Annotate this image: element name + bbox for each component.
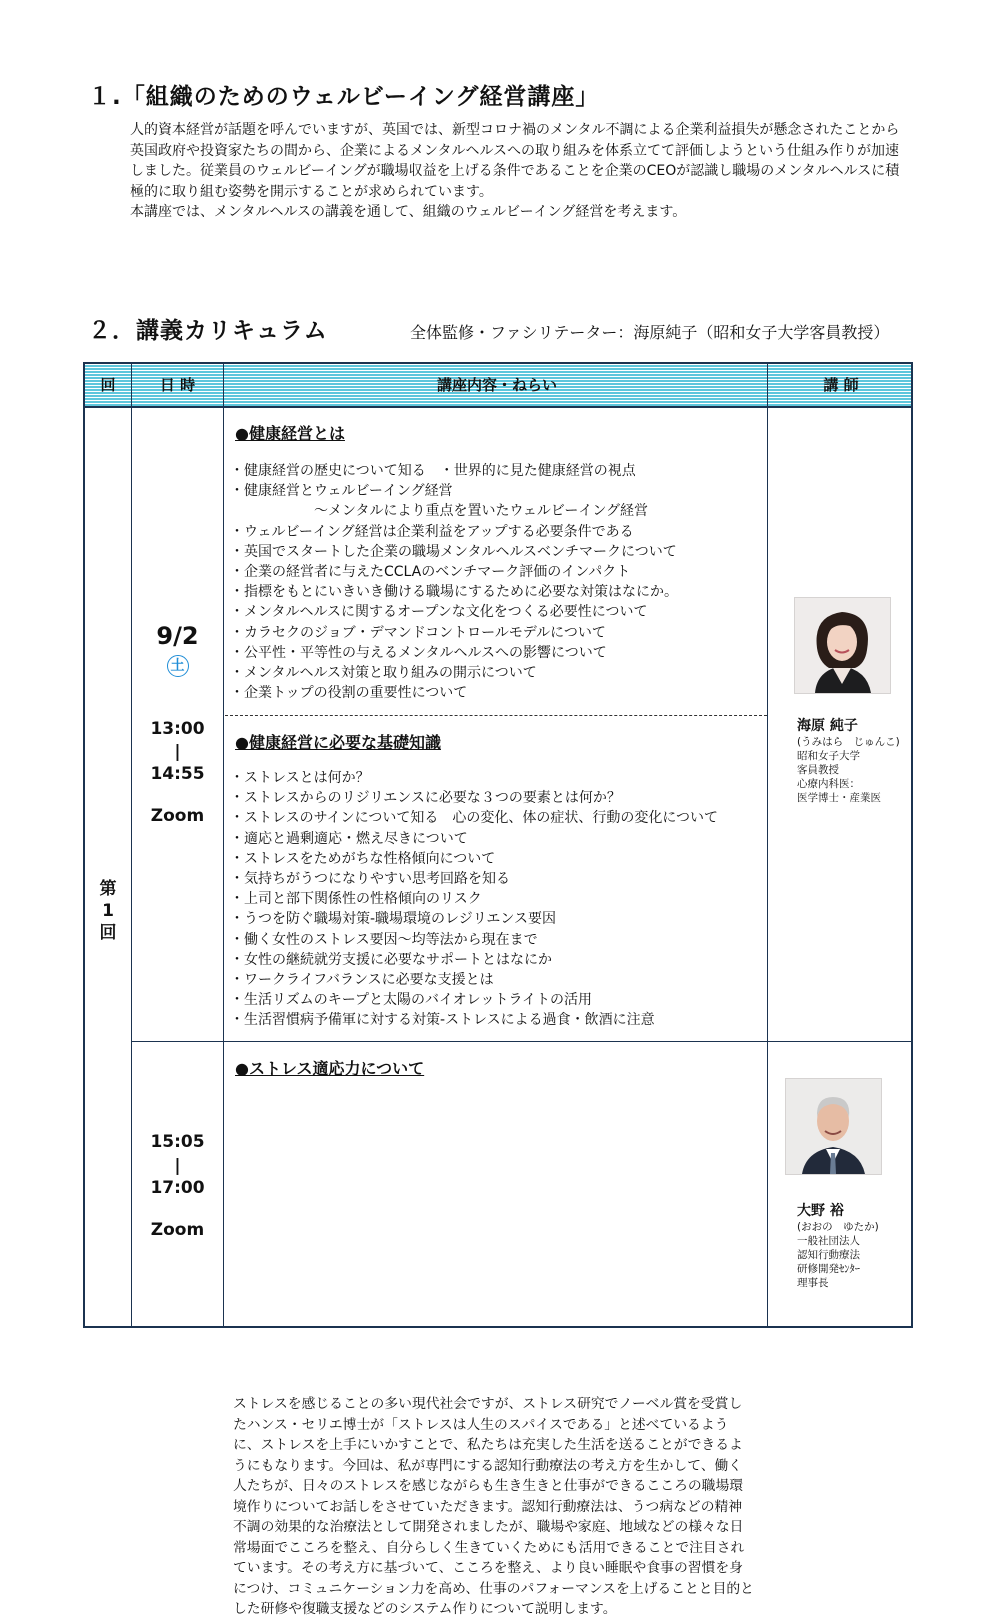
block2-title: ●健康経営に必要な基礎知識 bbox=[235, 733, 441, 752]
header-date: 日 時 bbox=[159, 376, 196, 394]
supervisor-credit: 全体監修・ファシリテーター：海原純子（昭和女子大学客員教授） bbox=[410, 323, 890, 342]
header-lecturer: 講 師 bbox=[823, 376, 859, 394]
time2-start: 15:05 bbox=[150, 1132, 205, 1152]
time1-end: 14:55 bbox=[150, 764, 205, 784]
lecturer2-name: 大野 裕 bbox=[797, 1203, 844, 1219]
list-item: ・生活習慣病予備軍に対する対策-ストレスによる過食・飲酒に注意 bbox=[230, 1012, 655, 1029]
table-header bbox=[85, 364, 911, 408]
lecturer1-info bbox=[771, 717, 911, 805]
portrait-icon bbox=[795, 598, 890, 693]
list-item: ・働く女性のストレス要因～均等法から現在まで bbox=[230, 931, 538, 948]
block1-title: ●健康経営とは bbox=[235, 424, 345, 443]
header-kai: 回 bbox=[100, 376, 116, 394]
time2-separator: | bbox=[174, 1156, 181, 1176]
intro-paragraph-2: 本講座では、メンタルヘルスの講義を通して、組織のウェルビーイング経営を考えます。 bbox=[130, 204, 687, 220]
column-divider bbox=[223, 364, 224, 1326]
day-of-week: 土 bbox=[132, 654, 223, 677]
lecturer1-name: 海原 純子 bbox=[797, 718, 858, 734]
dashed-divider bbox=[225, 715, 767, 716]
list-item: ・企業トップの役割の重要性について bbox=[230, 685, 468, 702]
lecturer1-photo bbox=[794, 597, 891, 694]
column-divider bbox=[767, 364, 768, 1326]
list-item: ・ウェルビーイング経営は企業利益をアップする必要条件である bbox=[230, 523, 634, 540]
section2-title: ２．講義カリキュラム bbox=[88, 318, 328, 344]
time1-mode: Zoom bbox=[150, 806, 205, 826]
portrait-icon bbox=[786, 1079, 881, 1174]
lecturer2-photo bbox=[785, 1078, 882, 1175]
session-number-label: 第 1 回 bbox=[99, 879, 117, 943]
section1-title: １.「組織のためのウェルビーイング経営講座」 bbox=[88, 84, 600, 110]
block3-text: ストレスを感じることの多い現代社会ですが、ストレス研究でノーベル賞を受賞したハンス・セリエ博士が「ストレスは人生のスパイスである」と述べているように、ストレスを上手にいかすことで、私たちは充実した生活を送ることができるようにもなります。今回は、私が専門にする認知行動療法の考え方を生かして、働く人たちが、日々のストレスを感じながらも生き生きと仕事ができるこころの職場環境作りについてお話しをさせていただきます。認知行動療法は、うつ病などの精神不調の効果的な治療法として開発されましたが、職場や家庭、地域などの様々な日常場面でこころを整え、自分らしく生きていくためにも活用できることで注目されています。その考え方に基づいて、こころを整え、より良い睡眠や食事の習慣を身につけ、コミュニケーション力を高め、仕事のパフォーマンスを上げることと目的とした研修や復職支援などのシステム作りについて説明します。 bbox=[233, 1396, 754, 1617]
list-item: ・ワークライフバランスに必要な支援とは bbox=[230, 972, 494, 989]
list-item: ・気持ちがうつになりやすい思考回路を知る bbox=[230, 871, 510, 888]
list-item: ・英国でスタートした企業の職場メンタルヘルスベンチマークについて bbox=[230, 543, 677, 560]
curriculum-table bbox=[83, 362, 913, 1617]
list-item: ・生活リズムのキープと太陽のバイオレットライトの活用 bbox=[230, 992, 593, 1009]
time2-mode: Zoom bbox=[150, 1220, 205, 1240]
session-date: 9/2 bbox=[156, 622, 199, 650]
list-item: ・企業の経営者に与えたCCLAのベンチマーク評価のインパクト bbox=[230, 564, 631, 581]
list-item: ・ストレスをためがちな性格傾向について bbox=[230, 850, 496, 867]
time2-end: 17:00 bbox=[150, 1178, 205, 1198]
lecturer2-details: (おおの ゆたか) 一般社団法人 認知行動療法 研修開発ｾﾝﾀｰ 理事長 bbox=[797, 1221, 879, 1289]
list-item: ・メンタルヘルス対策と取り組みの開示について bbox=[230, 665, 537, 682]
list-item: ～メンタルにより重点を置いたウェルビーイング経営 bbox=[230, 503, 649, 520]
lecturer1-details: (うみはら じゅんこ) 昭和女子大学 客員教授 心療内科医： 医学博士・産業医 bbox=[797, 736, 900, 804]
intro-paragraph-1: 人的資本経営が話題を呼んでいますが、英国では、新型コロナ禍のメンタル不調による企業利益損失が懸念されたことから英国政府や投資家たちの間から、企業によるメンタルヘルスへの取り組みを体系立てて評価しようという仕組み作りが加速しました。従業員のウェルビーイングが職場収益を上げる条件であることを企業のCEOが認識し職場のメンタルヘルスに積極的に取り組む姿勢を開示することが求められています。 bbox=[130, 122, 900, 200]
row-divider bbox=[131, 1041, 911, 1042]
list-item: ・ストレスからのリジリエンスに必要な３つの要素とは何か？ bbox=[230, 790, 621, 807]
list-item: ・指標をもとにいきいき働ける職場にするために必要な対策はなにか。 bbox=[230, 584, 678, 601]
list-item: ・健康経営の歴史について知る ・世界的に見た健康経営の視点 bbox=[230, 463, 636, 479]
time1-start: 13:00 bbox=[150, 719, 205, 739]
time1-separator: | bbox=[174, 742, 181, 762]
intro-text bbox=[130, 120, 900, 223]
list-item: ・ストレスのサインについて知る 心の変化、体の症状、行動の変化について bbox=[230, 810, 719, 827]
block1-list bbox=[230, 461, 678, 703]
list-item: ・メンタルヘルスに関するオープンな文化をつくる必要性について bbox=[230, 604, 648, 621]
list-item: ・健康経営とウェルビーイング経営 bbox=[230, 483, 453, 500]
block2-list bbox=[230, 768, 718, 1031]
list-item: ・公平性・平等性の与えるメンタルヘルスへの影響について bbox=[230, 644, 607, 661]
header-content: 講座内容・ねらい bbox=[436, 376, 557, 394]
session-number-cell bbox=[85, 408, 131, 1326]
list-item: ・カラセクのジョブ・デマンドコントロールモデルについて bbox=[230, 624, 606, 641]
block3-title: ●ストレス適応力について bbox=[235, 1059, 425, 1078]
list-item: ・うつを防ぐ職場対策-職場環境のレジリエンス要因 bbox=[230, 911, 557, 928]
list-item: ・ストレスとは何か？ bbox=[230, 770, 370, 786]
list-item: ・女性の継続就労支援に必要なサポートとはなにか bbox=[230, 951, 552, 968]
lecturer2-info bbox=[771, 1202, 911, 1290]
list-item: ・上司と部下関係性の性格傾向のリスク bbox=[230, 891, 482, 908]
list-item: ・適応と過剰適応・燃え尽きについて bbox=[230, 830, 468, 847]
